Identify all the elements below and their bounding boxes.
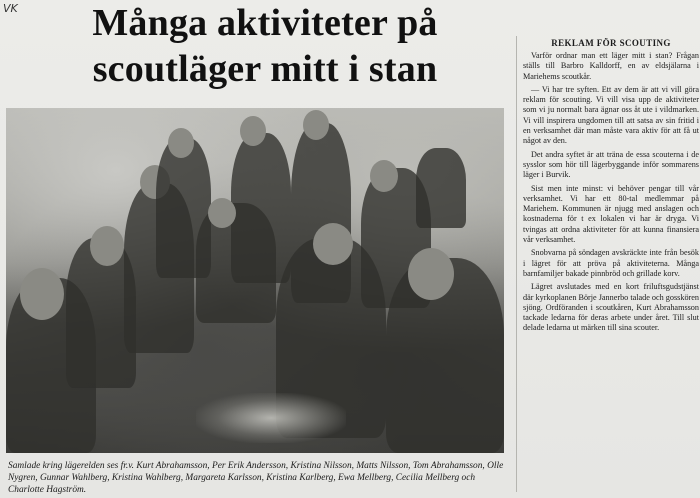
article-paragraph: Det andra syftet är att träna de essa scouterna i de sysslor som hör till lägerbyggande inför sommarens läger i Burvik. xyxy=(523,149,699,180)
photo-caption: Samlade kring lägerelden ses fr.v. Kurt Abrahamsson, Per Erik Andersson, Kristina Nilsson, Matts Nilsson, Tom Abrahamsson, Olle Nygren, Gunnar Wahlberg, Kristina Wahlberg, Margareta Karlsson, Kristina Karlberg, Ewa Mellberg, Cecilia Mellberg och Charlotte Hagström. xyxy=(8,461,504,495)
headline-line-1: Många aktiviteter på xyxy=(92,2,438,44)
campfire-photo xyxy=(6,108,504,453)
headline-line-2: scoutläger mitt i stan xyxy=(92,48,438,90)
article-paragraph: Snobvarna på söndagen avskräckte inte från besök i lägret för att pröva på aktiviteterna. Många barnfamiljer bakade pinnbröd och grillade korv. xyxy=(523,248,699,278)
handwritten-mark: VK xyxy=(3,2,18,15)
article-paragraph: — Vi har tre syften. Ett av dem är att vi vill göra reklam för scouting. Vi vill visa upp de aktiviteter som vi ju normalt bara ägnar oss åt ute i vildmarken. Vi vill inspirera ungdomen till att satsa av sin fritid i en verksamhet där man måste vara aktiv för att få ut något av den. xyxy=(523,84,699,146)
article-heading: REKLAM FÖR SCOUTING xyxy=(551,38,671,48)
article-paragraph: Sist men inte minst: vi behöver pengar till vår verksamhet. Vi har ett 80-tal medlemmar på Mariehem. Kommunen är njugg med anslagen och kostnaderna för t ex lokalen vi har är dryga. Vi tvingas att ordna aktiviteter för att kunna finansiera vår verksamhet. xyxy=(523,183,699,245)
headline xyxy=(30,0,500,92)
article-paragraph: Lägret avslutades med en kort friluftsgudstjänst där kyrkoplanen Börje Jannerbo talade och gosskören sjöng. Ordföranden i scoutkåren, Kurt Abrahamsson tackade ledarna för deras arbete under året. Till slut delade ledarna ut märken till sina scouter. xyxy=(523,282,699,333)
article-paragraph: Varför ordnar man ett läger mitt i stan? Frågan ställs till Barbro Kalldorff, en av eldsjälarna i Mariehems scoutkår. xyxy=(523,51,699,81)
article-column xyxy=(516,36,699,492)
